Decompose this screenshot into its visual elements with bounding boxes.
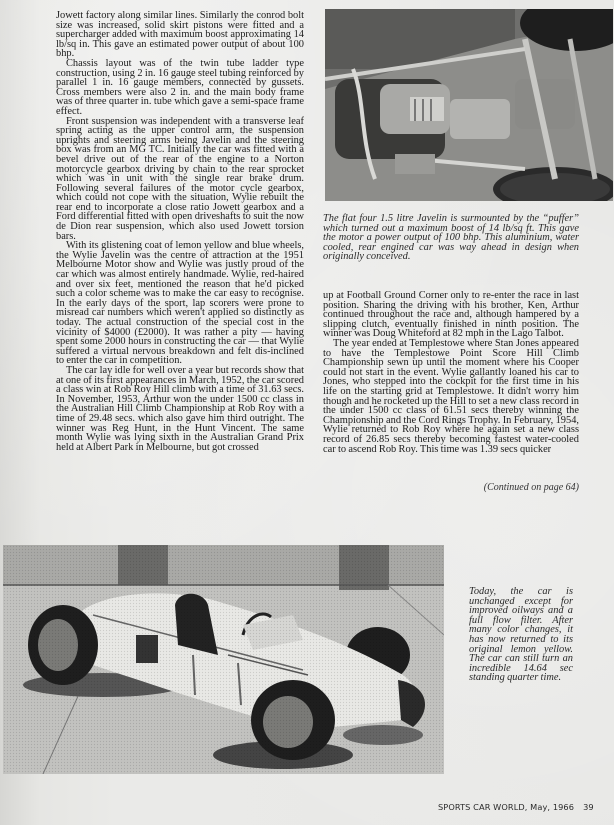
engine-photo-caption: The flat four 1.5 litre Javelin is surmounted by the “puffer” which turned out a maximum boost of 14 lb/sq ft. This gave the motor a power output of 100 bhp. This aluminium, water cooled, rear engined car was way ahead in design when originally conceived. (323, 213, 579, 263)
paragraph: The car lay idle for well over a year but records show that at one of its first appearances in March, 1952, the car scored a class win at Rob Roy Hill climb with a time of 31.63 secs. In November, 1953, Arthur won the under 1500 cc class in the Australian Hill Climb Championship at Rob Roy with a time of 29.48 secs. which also gave him third outright. The winner was Reg Hunt, in the Hunt Vincent. The same month Wylie was lying sixth in the Australian Grand Prix held at Albert Park in Melbourne, but got crossed (56, 364, 304, 453)
paragraph: Chassis layout was of the twin tube ladder type construction, using 2 in. 16 gauge steel tubing reinforced by parallel 1 in. 16 gauge members, connected by gussets. Cross members were also 2 in. and the main body frame was of three quarter in. tube which gave a semi-space frame effect. (56, 57, 304, 117)
car-photo-caption: Today, the car is unchanged except for improved oilways and a full flow filter. After many color changes, it has now returned to its original lemon yellow. The car can still turn an incredible 14.64 sec standing quarter time. (469, 586, 573, 684)
page-number: 39 (583, 802, 594, 812)
paragraph: Jowett factory along similar lines. Similarly the conrod bolt size was increased, solid skirt pistons were fitted and a supercharger added with maximum boost approximating 14 lb/sq in. This gave an estimated power output of about 100 bhp. (56, 10, 304, 60)
continued-note: (Continued on page 64) (483, 482, 579, 493)
paragraph: With its glistening coat of lemon yellow and blue wheels, the Wylie Javelin was the centre of attraction at the 1951 Melbourne Motor show and Wylie was justly proud of the car which was almost entirely handmade. Wylie, red-haired and over six feet, mentioned the reason that he'd picked such a color scheme was to make the car easy to recognise. In the early days of the sport, lap scorers were prone to misread car numbers which weren't applied so distinctly as today. The actual construction of the special cost in the vicinity of $4000 (£2000). It was rather a pity — having spent some 2000 hours in constructing the car — that Wylie suffered a virtual nervous breakdown and felt dis-inclined to enter the car in competition. (56, 240, 304, 367)
publication-info: SPORTS CAR WORLD, May, 1966 (438, 802, 575, 812)
paragraph: Front suspension was independent with a transverse leaf spring acting as the upper control arm, the suspension uprights and steering arms being Javelin and the steering box was from an MG TC. Initially the car was fitted with a bevel drive out of the rear of the engine to a Norton motorcycle gearbox driving by chain to the rear sprocket which was in unit with the single rear brake drum. Following several failures of the motor cycle gearbox, which could not cope with the situation, Wylie rebuilt the rear end to incorporate a close ratio Jowett gearbox and a Ford differential fitted with open driveshafts to suit the now de Dion rear suspension, which also used Jowett torsion bars. (56, 115, 304, 242)
article-right-column (323, 291, 579, 454)
article-left-column (56, 11, 304, 452)
page-footer (438, 802, 594, 812)
car-photo (3, 545, 444, 774)
paragraph: The year ended at Templestowe where Stan Jones appeared to have the Templestowe Point Score Hill Climb Championship sewn up until the moment where his Cooper could not start in the event. Wylie gallantly loaned his car to Jones, who stepped into the cockpit for the first time in his life on the starting grid at Templestowe. It didn't worry him though and he rocketed up the Hill to set a new class record in the under 1500 cc class of 61.51 secs thereby winning the Championship and the Cord Rings Trophy. In February, 1954, Wylie returned to Rob Roy where he again set a new class record of 26.85 secs thereby becoming fastest water-cooled car to ascend Rob Roy. This time was 1.39 secs quicker (323, 337, 579, 455)
paragraph: up at Football Ground Corner only to re-enter the race in last position. Sharing the driving with his brother, Ken, Arthur continued throughout the race and, although hampered by a slipping clutch, eventually finished in ninth position. The winner was Doug Whiteford at 82 mph in the Lago Talbot. (323, 290, 579, 340)
engine-photo (325, 9, 613, 201)
